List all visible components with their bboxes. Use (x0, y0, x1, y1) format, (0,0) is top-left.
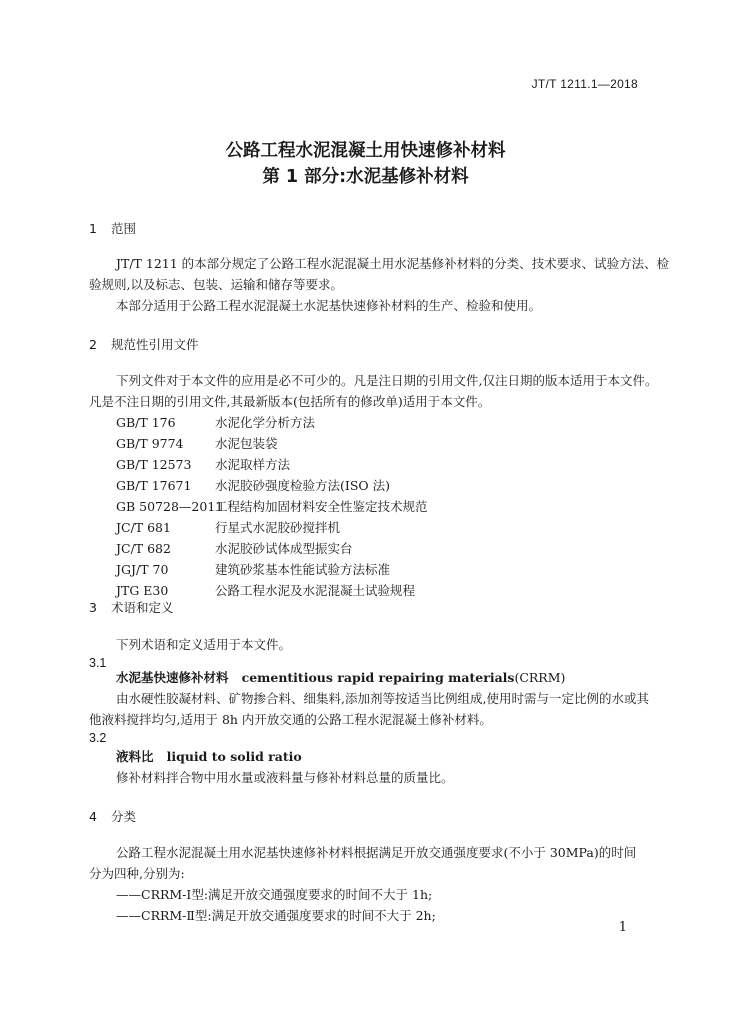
reference-title: 水泥化学分析方法 (215, 415, 316, 430)
paragraph-line: 下列术语和定义适用于本文件。 (116, 637, 292, 652)
section-4-heading (89, 807, 136, 825)
paragraph-line: 公路工程水泥混凝土用水泥基快速修补材料根据满足开放交通强度要求(不小于 30MPa)的时间 (116, 845, 637, 860)
list-item: ——CRRM-Ⅰ型:满足开放交通强度要求的时间不大于 1h; (116, 887, 433, 902)
reference-title: 建筑砂浆基本性能试验方法标准 (215, 562, 391, 577)
reference-code: GB 50728—2011 (116, 499, 224, 514)
section-title: 范围 (111, 221, 137, 236)
reference-code: GB/T 176 (116, 415, 176, 430)
section-3-heading (89, 598, 174, 616)
definition-line: 由水硬性胶凝材料、矿物掺合料、细集料,添加剂等按适当比例组成,使用时需与一定比例的水或其 (116, 691, 649, 706)
reference-code: JC/T 681 (116, 520, 171, 535)
standard-number: JT/T 1211.1—2018 (531, 77, 638, 91)
reference-title: 工程结构加固材料安全性鉴定技术规范 (215, 499, 428, 514)
definition-line: 他液料搅拌均匀,适用于 8h 内开放交通的公路工程水泥混凝土修补材料。 (89, 712, 492, 727)
reference-item (116, 434, 278, 452)
reference-item (116, 560, 390, 578)
section-title: 分类 (111, 809, 137, 824)
reference-code: GB/T 12573 (116, 457, 192, 472)
reference-item (116, 581, 415, 599)
reference-item (116, 539, 353, 557)
reference-item (116, 497, 428, 515)
term-abbreviation: (CRRM) (514, 670, 566, 685)
section-number: 3 (89, 600, 97, 615)
section-number: 4 (89, 809, 97, 824)
reference-code: GB/T 9774 (116, 436, 184, 451)
reference-title: 水泥胶砂试体成型振实台 (215, 541, 353, 556)
paragraph-line: JT/T 1211 的本部分规定了公路工程水泥混凝土用水泥基修补材料的分类、技术要求、试验方法、检 (116, 256, 670, 271)
term-heading (116, 747, 302, 765)
reference-item (116, 476, 390, 494)
term-chinese: 水泥基快速修补材料 (116, 670, 229, 685)
reference-title: 公路工程水泥及水泥混凝土试验规程 (215, 583, 416, 598)
section-title: 术语和定义 (111, 600, 174, 615)
reference-title: 水泥取样方法 (215, 457, 291, 472)
page-number: 1 (618, 920, 627, 935)
paragraph-line: 下列文件对于本文件的应用是必不可少的。凡是注日期的引用文件,仅注日期的版本适用于本文件。 (116, 373, 658, 388)
paragraph-line: 本部分适用于公路工程水泥混凝土水泥基快速修补材料的生产、检验和使用。 (116, 298, 542, 313)
term-english: cementitious rapid repairing materials (241, 670, 515, 685)
reference-item (116, 413, 315, 431)
clause-number: 3.1 (89, 656, 107, 670)
reference-title: 水泥包装袋 (215, 436, 278, 451)
term-english: liquid to solid ratio (166, 749, 302, 764)
reference-code: JGJ/T 70 (116, 562, 169, 577)
section-number: 2 (89, 337, 97, 352)
section-title: 规范性引用文件 (111, 337, 199, 352)
reference-item (116, 455, 290, 473)
list-item: ——CRRM-Ⅱ型:满足开放交通强度要求的时间不大于 2h; (116, 908, 436, 923)
reference-code: GB/T 17671 (116, 478, 192, 493)
reference-title: 行星式水泥胶砂搅拌机 (215, 520, 341, 535)
paragraph-line: 验规则,以及标志、包装、运输和储存等要求。 (89, 277, 343, 292)
reference-code: JC/T 682 (116, 541, 171, 556)
reference-title: 水泥胶砂强度检验方法(ISO 法) (215, 478, 390, 493)
definition-line: 修补材料拌合物中用水量或液料量与修补材料总量的质量比。 (116, 770, 454, 785)
clause-number: 3.2 (89, 731, 107, 745)
section-2-heading (89, 335, 199, 353)
document-title: 公路工程水泥混凝土用快速修补材料 (225, 141, 506, 161)
reference-code: JTG E30 (116, 583, 169, 598)
reference-item (116, 518, 340, 536)
term-chinese: 液料比 (116, 749, 154, 764)
paragraph-line: 凡是不注日期的引用文件,其最新版本(包括所有的修改单)适用于本文件。 (89, 394, 491, 409)
term-heading (116, 668, 565, 686)
section-1-heading (89, 219, 136, 237)
document-subtitle: 第 1 部分:水泥基修补材料 (262, 167, 469, 187)
paragraph-line: 分为四种,分别为: (89, 866, 185, 881)
section-number: 1 (89, 221, 97, 236)
